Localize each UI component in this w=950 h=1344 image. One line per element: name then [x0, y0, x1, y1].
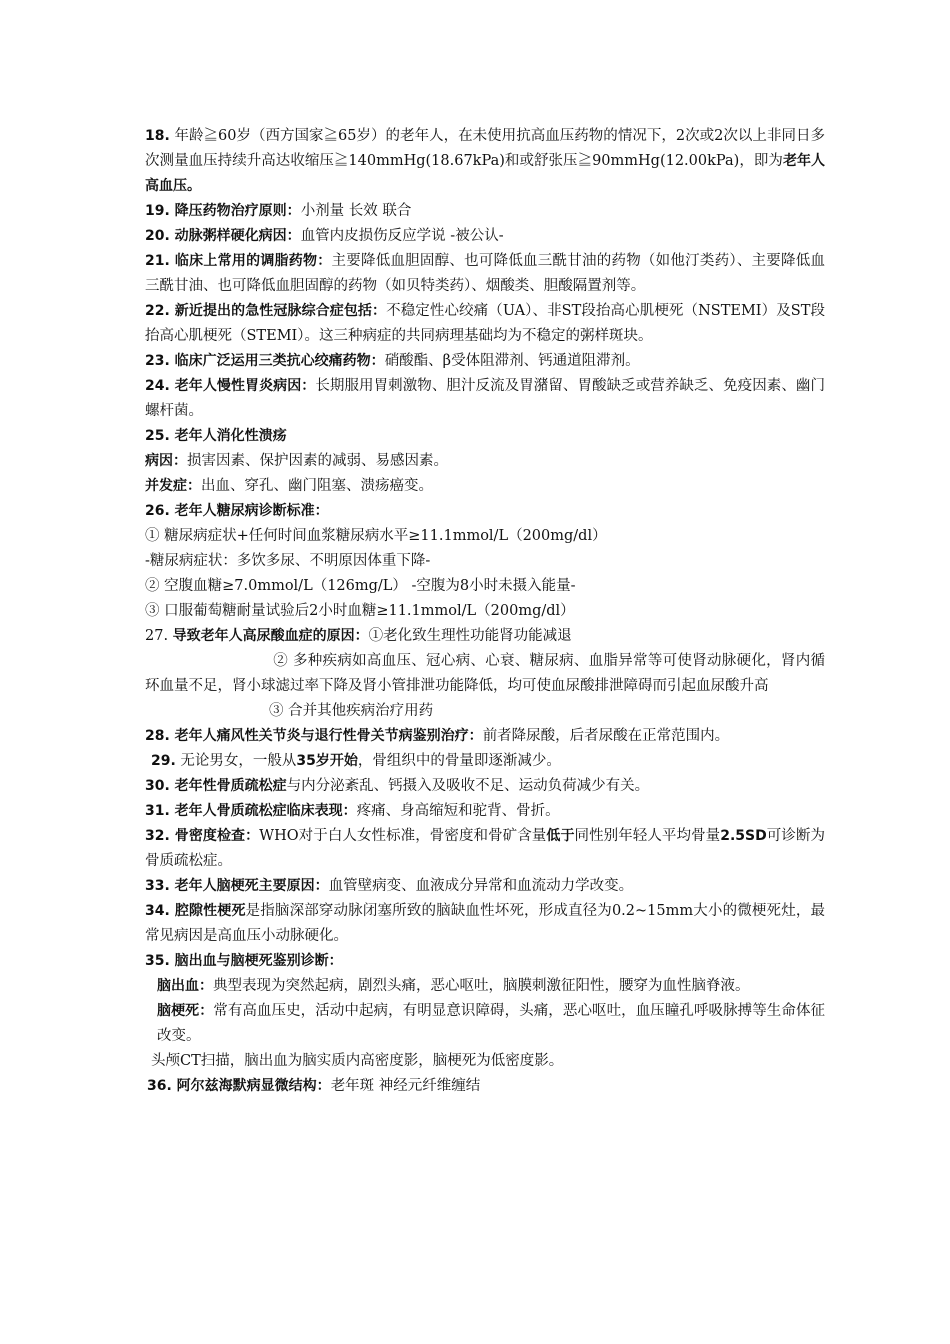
item-27-reason-1: ①老化致生理性功能肾功能减退 [368, 628, 572, 644]
item-25-comp-text: 出血、穿孔、幽门阻塞、溃疡癌变。 [201, 478, 433, 494]
item-33-heading: 33. 老年人脑梗死主要原因： [145, 878, 329, 894]
item-24-text: 长期服用胃刺激物、胆汁反流及胃潴留、胃酸缺乏或营养缺乏、免疫因素、幽门螺杆菌。 [145, 378, 825, 419]
item-32-text-b: 同性别年轻人平均骨量 [574, 828, 721, 844]
item-19 [145, 199, 825, 224]
item-26-title: 26. 老年人糖尿病诊断标准： [145, 503, 329, 519]
item-20-heading: 20. 动脉粥样硬化病因： [145, 228, 301, 244]
item-29-bold: 35岁开始 [296, 753, 358, 769]
item-28-text: 前者降尿酸，后者尿酸在正常范围内。 [482, 728, 730, 744]
item-23 [145, 349, 825, 374]
item-32-text-c: 可诊断为骨质疏松症。 [145, 828, 826, 869]
item-20 [145, 224, 825, 249]
item-18 [145, 124, 825, 199]
item-36 [145, 1074, 825, 1099]
item-19-text: 小剂量 长效 联合 [300, 203, 412, 219]
item-18-term: 老年人高血压。 [145, 153, 826, 194]
item-21-text: 主要降低血胆固醇、也可降低血三酰甘油的药物（如他汀类药）、主要降低血三酰甘油、也可降低血胆固醇的药物（如贝特类药）、烟酸类、胆酸隔置剂等。 [145, 253, 825, 294]
item-35-infarction-label: 脑梗死： [157, 1003, 214, 1019]
item-29-text-a: 无论男女，一般从 [180, 753, 297, 769]
document-page [145, 124, 825, 1099]
item-27-number: 27. [145, 628, 173, 644]
item-35-ct: 头颅CT扫描，脑出血为脑实质内高密度影，脑梗死为低密度影。 [151, 1053, 564, 1069]
item-33-text: 血管壁病变、血液成分异常和血流动力学改变。 [328, 878, 634, 894]
item-26-heading [145, 499, 825, 524]
item-22-heading: 22. 新近提出的急性冠脉综合症包括： [145, 303, 387, 319]
item-27 [145, 624, 825, 649]
item-23-text: 硝酸酯、β受体阻滞剂、钙通道阻滞剂。 [384, 353, 640, 369]
item-34 [145, 899, 825, 949]
item-22 [145, 299, 825, 349]
item-30-text: 与内分泌紊乱、钙摄入及吸收不足、运动负荷减少有关。 [286, 778, 650, 794]
item-32-heading: 32. 骨密度检查： [145, 828, 260, 844]
item-18-text: 年龄≧60岁（西方国家≧65岁）的老年人，在未使用抗高血压药物的情况下，2次或2次以上非同日多次测量血压持续升高达收缩压≧140mmHg(18.67kPa)和或舒张压≧90mmHg(12.00kPa)，即为 [145, 128, 826, 169]
item-25-title: 25. 老年人消化性溃疡 [145, 428, 287, 444]
item-25-heading [145, 424, 825, 449]
item-35-infarction-text: 常有高血压史，活动中起病，有明显意识障碍，头痛，恶心呕吐，血压瞳孔呼吸脉搏等生命体征改变。 [157, 1003, 826, 1044]
item-26-note-1: -糖尿病症状：多饮多尿、不明原因体重下降- [145, 553, 431, 569]
item-35-title: 35. 脑出血与脑梗死鉴别诊断： [145, 953, 343, 969]
item-20-text: 血管内皮损伤反应学说 -被公认- [300, 228, 504, 244]
item-21 [145, 249, 825, 299]
item-24-heading: 24. 老年人慢性胃炎病因： [145, 378, 316, 394]
item-36-text: 老年斑 神经元纤维缠结 [330, 1078, 481, 1094]
item-22-text: 不稳定性心绞痛（UA）、非ST段抬高心肌梗死（NSTEMI）及ST段抬高心肌梗死（STEMI）。这三种病症的共同病理基础均为不稳定的粥样斑块。 [145, 303, 825, 344]
item-34-text: 是指脑深部穿动脉闭塞所致的脑缺血性坏死，形成直径为0.2~15mm大小的微梗死灶，最常见病因是高血压小动脉硬化。 [145, 903, 825, 944]
item-35-heading [145, 949, 825, 974]
item-25-cause [145, 449, 825, 474]
item-26-criterion-2: ② 空腹血糖≥7.0mmol/L（126mg/L） -空腹为8小时未摄入能量- [145, 578, 576, 594]
item-27-reason-2 [145, 649, 825, 699]
item-30 [145, 774, 825, 799]
item-29-number: 29. [151, 753, 176, 769]
item-35-infarction [145, 999, 825, 1049]
item-30-heading: 30. 老年性骨质疏松症 [145, 778, 287, 794]
item-33 [145, 874, 825, 899]
item-29-text-b: ，骨组织中的骨量即逐渐减少。 [357, 753, 561, 769]
item-32 [145, 824, 825, 874]
item-34-heading: 34. 腔隙性梗死 [145, 903, 246, 919]
item-19-heading: 19. 降压药物治疗原则： [145, 203, 301, 219]
item-35-hemorrhage [145, 974, 825, 999]
item-25-complications [145, 474, 825, 499]
item-32-bold-mid: 低于 [546, 828, 575, 844]
item-32-text-a: WHO对于白人女性标准，骨密度和骨矿含量 [259, 828, 547, 844]
item-36-heading: 36. 阿尔兹海默病显微结构： [147, 1078, 331, 1094]
item-32-bold-tail: 2.5SD [720, 828, 767, 844]
item-28 [145, 724, 825, 749]
item-35-hemorrhage-label: 脑出血： [157, 978, 213, 994]
item-21-heading: 21. 临床上常用的调脂药物： [145, 253, 332, 269]
item-27-reason-3: ③ 合并其他疾病治疗用药 [269, 703, 434, 719]
item-23-heading: 23. 临床广泛运用三类抗心绞痛药物： [145, 353, 385, 369]
item-31-text: 疼痛、身高缩短和驼背、骨折。 [356, 803, 560, 819]
item-28-heading: 28. 老年人痛风性关节炎与退行性骨关节病鉴别治疗： [145, 728, 483, 744]
item-26-criterion-3: ③ 口服葡萄糖耐量试验后2小时血糖≥11.1mmol/L（200mg/dl） [145, 603, 575, 619]
item-18-number: 18. [145, 128, 170, 144]
item-29 [145, 749, 825, 774]
item-25-comp-label: 并发症： [145, 478, 201, 494]
item-25-cause-label: 病因： [145, 453, 187, 469]
item-24 [145, 374, 825, 424]
item-31 [145, 799, 825, 824]
item-27-heading: 导致老年人高尿酸血症的原因： [172, 628, 369, 644]
item-31-heading: 31. 老年人骨质疏松症临床表现： [145, 803, 357, 819]
item-25-cause-text: 损害因素、保护因素的减弱、易感因素。 [187, 453, 448, 469]
item-26-criterion-1: ① 糖尿病症状+任何时间血浆糖尿病水平≥11.1mmol/L（200mg/dl） [145, 528, 607, 544]
item-35-hemorrhage-text: 典型表现为突然起病，剧烈头痛，恶心呕吐，脑膜刺激征阳性，腰穿为血性脑脊液。 [213, 978, 750, 994]
item-27-reason-2-text: ② 多种疾病如高血压、冠心病、心衰、糖尿病、血脂异常等可使肾动脉硬化，肾内循环血量不足，肾小球滤过率下降及肾小管排泄功能降低，均可使血尿酸排泄障碍而引起血尿酸升高 [145, 653, 825, 694]
